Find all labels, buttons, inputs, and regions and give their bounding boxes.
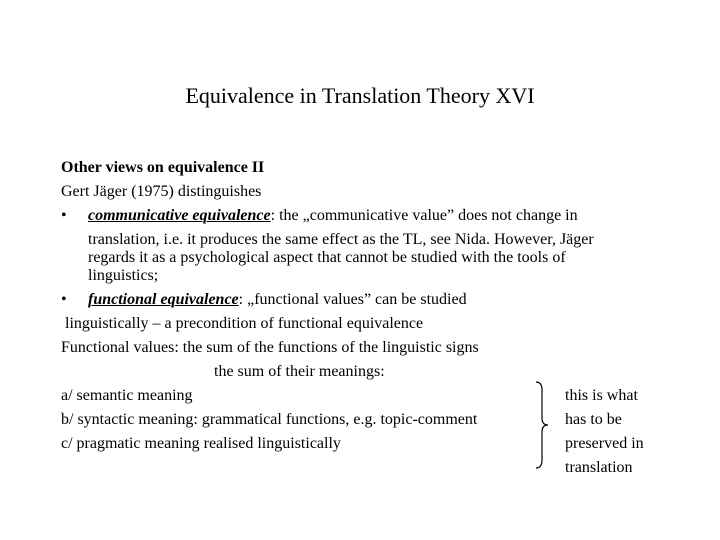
sum-meanings-line: the sum of their meanings: [214, 363, 385, 380]
bullet-continuation: regards it as a psychological aspect that cannot be studied with the tools of [88, 249, 566, 266]
side-note-line: has to be [565, 411, 622, 428]
bullet-communicative [88, 204, 578, 228]
slide-title: Equivalence in Translation Theory XVI [185, 83, 535, 108]
subheading: Other views on equivalence II [61, 159, 265, 176]
bullet-continuation: linguistically – a precondition of functional equivalence [61, 315, 424, 332]
meaning-item: c/ pragmatic meaning realised linguistically [61, 435, 341, 452]
functional-values-line: Functional values: the sum of the functions of the linguistic signs [61, 339, 479, 356]
term-functional-equivalence: functional equivalence [88, 291, 239, 308]
bullet-text: : the „communicative value” does not change in [270, 207, 578, 224]
side-note-line: this is what [565, 387, 638, 404]
bullet-text: : „functional values” can be studied [238, 291, 467, 308]
bullet-continuation: translation, i.e. it produces the same effect as the TL, see Nida. However, Jäger [88, 231, 594, 248]
meaning-item: a/ semantic meaning [61, 387, 193, 404]
meaning-item: b/ syntactic meaning: grammatical functions, e.g. topic-comment [61, 411, 478, 428]
bullet-marker: • [61, 207, 67, 224]
intro-line: Gert Jäger (1975) distinguishes [61, 183, 262, 200]
term-communicative-equivalence: communicative equivalence [88, 207, 271, 224]
bullet-marker: • [61, 291, 67, 308]
bullet-functional [88, 288, 467, 312]
right-brace-icon [532, 380, 552, 470]
bullet-continuation: linguistics; [88, 267, 159, 284]
side-note-line: preserved in [565, 435, 644, 452]
side-note-line: translation [565, 459, 633, 476]
